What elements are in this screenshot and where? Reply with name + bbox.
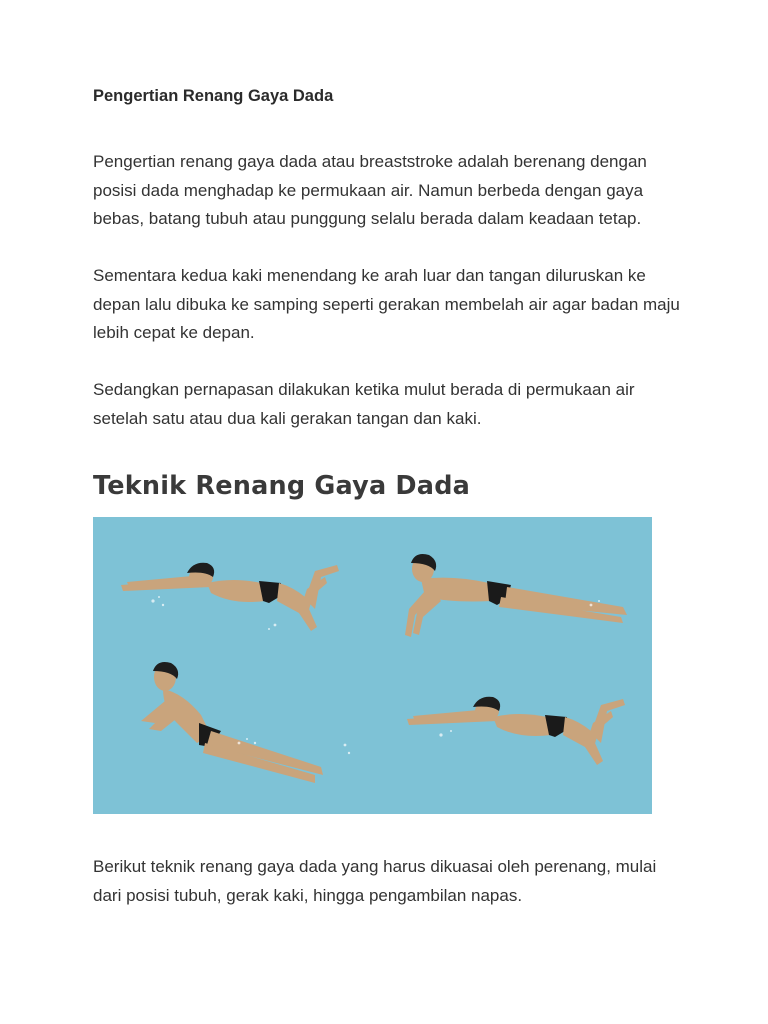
- paragraph-definition: Pengertian renang gaya dada atau breaststroke adalah berenang dengan posisi dada menghadap ke permukaan air. Namun berbeda dengan gaya bebas, batang tubuh atau punggung selalu berada dalam keadaan tetap.: [93, 152, 647, 228]
- section-title: Teknik Renang Gaya Dada: [93, 471, 471, 501]
- paragraph-legs-arms: Sementara kedua kaki menendang ke arah luar dan tangan diluruskan ke depan lalu dibuka ke samping seperti gerakan membelah air agar badan maju lebih cepat ke depan.: [93, 266, 680, 342]
- water-background: [93, 517, 652, 814]
- paragraph-breathing: Sedangkan pernapasan dilakukan ketika mulut berada di permukaan air setelah satu atau dua kali gerakan tangan dan kaki.: [93, 380, 635, 428]
- breaststroke-illustration-svg: [93, 517, 652, 814]
- subtitle: Pengertian Renang Gaya Dada: [93, 87, 334, 105]
- paragraph-closing: Berikut teknik renang gaya dada yang harus dikuasai oleh perenang, mulai dari posisi tubuh, gerak kaki, hingga pengambilan napas.: [93, 857, 657, 905]
- breaststroke-illustration: [93, 517, 652, 814]
